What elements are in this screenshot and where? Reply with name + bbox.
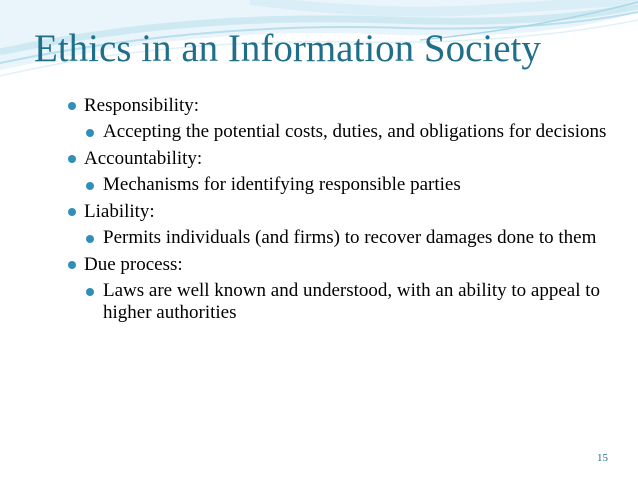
bullet-heading: Liability: — [84, 201, 155, 222]
bullet-icon — [68, 102, 76, 110]
bullet-icon — [86, 288, 94, 296]
bullet-list — [62, 94, 607, 328]
sub-bullet-accountability — [62, 174, 607, 196]
bullet-icon — [68, 208, 76, 216]
sub-bullet-text: Accepting the potential costs, duties, and obligations for decisions — [103, 121, 607, 142]
bullet-heading: Responsibility: — [84, 95, 200, 116]
bullet-item-accountability — [62, 147, 607, 170]
sub-bullet-due-process — [62, 280, 607, 324]
bullet-item-responsibility — [62, 94, 607, 117]
bullet-item-liability — [62, 200, 607, 223]
bullet-icon — [86, 235, 94, 243]
sub-bullet-responsibility — [62, 121, 607, 143]
sub-bullet-text: Mechanisms for identifying responsible parties — [103, 174, 461, 195]
bullet-icon — [86, 129, 94, 137]
page-number: 15 — [597, 452, 608, 464]
bullet-heading: Accountability: — [84, 148, 203, 169]
sub-bullet-text: Laws are well known and understood, with an ability to appeal to higher authorities — [103, 280, 601, 323]
bullet-icon — [68, 261, 76, 269]
bullet-item-due-process — [62, 253, 607, 276]
sub-bullet-liability — [62, 227, 607, 249]
slide-title: Ethics in an Information Society — [34, 27, 541, 70]
bullet-icon — [68, 155, 76, 163]
sub-bullet-text: Permits individuals (and firms) to recover damages done to them — [103, 227, 597, 248]
bullet-heading: Due process: — [84, 254, 183, 275]
bullet-icon — [86, 182, 94, 190]
